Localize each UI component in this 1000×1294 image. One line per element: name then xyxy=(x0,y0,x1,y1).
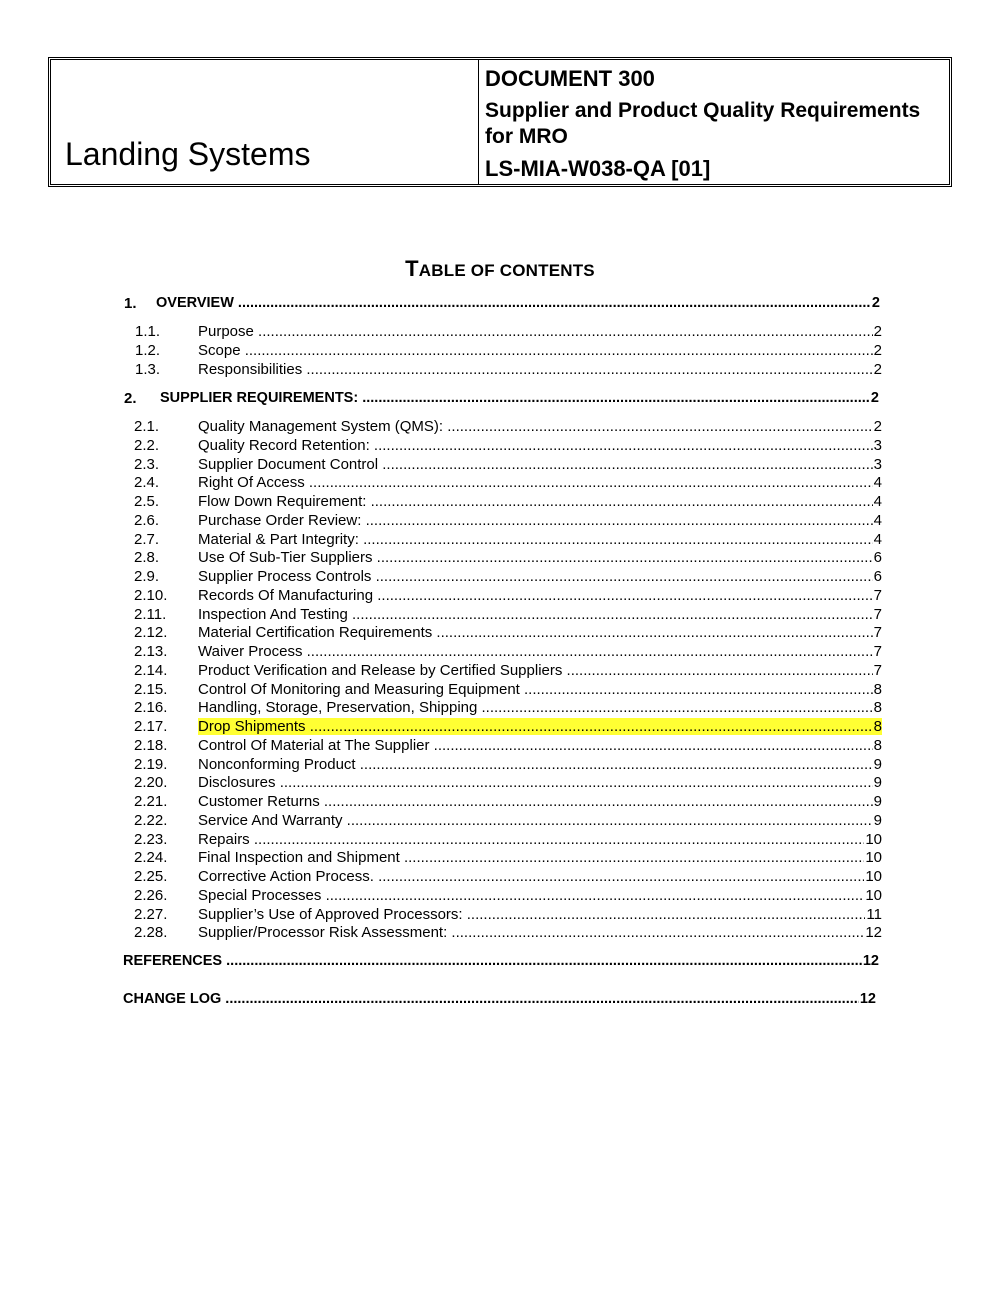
toc-entry-page: 7 xyxy=(873,605,882,623)
toc-entry-page: 4 xyxy=(873,493,882,510)
toc-entry-page: 3 xyxy=(873,436,882,454)
toc-entry-title: Service And Warranty ..... xyxy=(198,812,873,829)
toc-entry-number: 2.12. xyxy=(134,624,168,642)
toc-entry-title: Supplier/Processor Risk Assessment: ..... xyxy=(198,924,864,941)
toc-entry-number: 2.3. xyxy=(134,455,160,473)
toc-entry-title: Final Inspection and Shipment ..... xyxy=(198,849,864,866)
toc-entry-page: 12 xyxy=(859,991,876,1007)
toc-entry-page: 6 xyxy=(873,568,882,585)
toc-entry-title: Supplier Document Control ..... xyxy=(198,456,873,473)
toc-entry-page: 10 xyxy=(865,849,882,867)
toc-entry-number: 2.25. xyxy=(134,868,168,885)
toc-entry-number: 2.1. xyxy=(134,418,160,435)
toc-entry-title: Control Of Material at The Supplier ..... xyxy=(198,737,873,754)
toc-entry-page: 4 xyxy=(873,530,882,548)
toc-entry-title: Purpose ..... xyxy=(198,323,873,340)
toc-entry[interactable] xyxy=(123,953,879,969)
toc-entry-title: Records Of Manufacturing ..... xyxy=(198,587,873,604)
header-right-cell xyxy=(479,60,949,184)
toc-entry[interactable] xyxy=(198,774,882,791)
toc-entry-page: 11 xyxy=(866,905,882,923)
toc-entry-page: 4 xyxy=(873,511,882,529)
toc-entry-number: 2.19. xyxy=(134,755,168,773)
toc-entry-page: 7 xyxy=(873,661,882,679)
toc-entry-number: 2.26. xyxy=(134,886,168,904)
toc-entry-number: 2.7. xyxy=(134,530,160,548)
toc-entry-number: 2.2. xyxy=(134,436,160,454)
toc-entry[interactable] xyxy=(123,991,876,1007)
toc-entry[interactable] xyxy=(198,456,882,473)
toc-entry-title: Supplier Process Controls ..... xyxy=(198,568,873,585)
toc-entry[interactable] xyxy=(198,624,882,641)
toc-entry-title: Scope ..... xyxy=(198,342,873,359)
toc-entry-title: Handling, Storage, Preservation, Shipping ..... xyxy=(198,699,873,716)
toc-entry-page: 2 xyxy=(873,360,882,378)
toc-entry-title: Material & Part Integrity: ..... xyxy=(198,531,873,548)
toc-heading-initial: T xyxy=(405,256,419,281)
toc-entry-number: 2.15. xyxy=(134,680,168,698)
toc-entry-number: 2.13. xyxy=(134,643,168,660)
toc-entry[interactable] xyxy=(198,737,882,754)
toc-entry-title: Product Verification and Release by Certified Suppliers ..... xyxy=(198,662,873,679)
toc-entry-page: 2 xyxy=(873,418,882,435)
document-code: LS-MIA-W038-QA [01] xyxy=(485,156,711,181)
toc-entry[interactable] xyxy=(198,718,882,735)
toc-entry-number: 2.8. xyxy=(134,549,160,567)
toc-entry-page: 9 xyxy=(873,774,882,792)
toc-entry-page: 9 xyxy=(873,755,882,773)
toc-entry-page: 9 xyxy=(873,811,882,829)
toc-entry-title: Flow Down Requirement: ..... xyxy=(198,493,873,510)
toc-entry-number: 2.20. xyxy=(134,774,168,792)
toc-entry[interactable] xyxy=(198,342,882,359)
toc-entry-page: 8 xyxy=(873,680,882,698)
toc-entry-page: 8 xyxy=(873,718,882,735)
toc-entry-page: 8 xyxy=(873,699,882,717)
toc-entry-number: 2.27. xyxy=(134,905,168,923)
toc-entry-number: 2.6. xyxy=(134,511,160,529)
toc-entry-title: Corrective Action Process. ..... xyxy=(198,868,864,885)
toc-entry[interactable] xyxy=(198,643,882,660)
toc-entry-page: 10 xyxy=(865,830,882,848)
toc-entry-number: 2.4. xyxy=(134,474,160,492)
toc-entry-number: 2.5. xyxy=(134,493,160,510)
toc-entry-number: 1.3. xyxy=(135,360,161,378)
toc-entry-number: 2.28. xyxy=(134,924,168,942)
toc-entry-page: 2 xyxy=(873,323,882,340)
toc-entry-number: 1.2. xyxy=(135,341,161,359)
toc-entry[interactable] xyxy=(198,437,882,454)
toc-entry-number: 2. xyxy=(124,390,137,407)
toc-entry-page: 3 xyxy=(873,455,882,473)
header-left-cell xyxy=(51,60,479,184)
toc-entry[interactable] xyxy=(198,361,882,378)
toc-entry[interactable] xyxy=(198,587,882,604)
toc-entry-title: Use Of Sub-Tier Suppliers ..... xyxy=(198,549,873,566)
toc-entry-number: 2.9. xyxy=(134,568,160,585)
toc-entry-page: 9 xyxy=(873,793,882,810)
company-name: Landing Systems xyxy=(65,136,311,172)
toc-entry-page: 10 xyxy=(865,886,882,904)
toc-entry-title: Waiver Process ..... xyxy=(198,643,873,660)
toc-entry-page: 10 xyxy=(865,868,882,885)
toc-entry-title: Inspection And Testing ..... xyxy=(198,606,873,623)
toc-entry[interactable] xyxy=(198,493,882,510)
toc-entry[interactable] xyxy=(198,323,882,340)
toc-entry[interactable] xyxy=(198,924,882,941)
toc-entry-page: 12 xyxy=(865,924,882,942)
toc-entry-title: Disclosures ..... xyxy=(198,774,873,791)
toc-entry-title: CHANGE LOG ..... xyxy=(123,991,859,1007)
toc-entry[interactable] xyxy=(198,887,882,904)
toc-entry[interactable] xyxy=(156,295,880,311)
toc-entry-title: Customer Returns ..... xyxy=(198,793,873,810)
toc-entry-number: 2.11. xyxy=(134,605,167,623)
toc-entry-number: 2.24. xyxy=(134,849,168,867)
toc-entry[interactable] xyxy=(198,831,882,848)
toc-entry-page: 2 xyxy=(871,295,880,311)
toc-entry[interactable] xyxy=(160,390,879,406)
toc-entry[interactable] xyxy=(198,812,882,829)
toc-entry[interactable] xyxy=(198,549,882,566)
toc-entry-title: SUPPLIER REQUIREMENTS: ..... xyxy=(160,390,870,406)
toc-entry[interactable] xyxy=(198,849,882,866)
toc-entry-number: 1.1. xyxy=(135,323,161,340)
document-title: Supplier and Product Quality Requirements for MRO xyxy=(485,99,921,148)
toc-entry-title: Repairs ..... xyxy=(198,831,864,848)
toc-entry[interactable] xyxy=(198,418,882,435)
toc-entry-number: 2.17. xyxy=(134,718,168,735)
toc-entry-number: 2.16. xyxy=(134,699,168,717)
toc-entry-page: 8 xyxy=(873,736,882,754)
toc-entry-page: 2 xyxy=(870,390,879,406)
toc-entry-title: REFERENCES ..... xyxy=(123,953,862,969)
toc-entry-title: Material Certification Requirements ..... xyxy=(198,624,873,641)
document-number: DOCUMENT 300 xyxy=(485,66,655,91)
toc-entry-title: Supplier’s Use of Approved Processors: ..... xyxy=(198,906,865,923)
toc-heading-rest: ABLE OF CONTENTS xyxy=(418,261,595,280)
toc-entry[interactable] xyxy=(198,531,882,548)
toc-entry[interactable] xyxy=(198,512,882,529)
toc-entry-title: Special Processes ..... xyxy=(198,887,864,904)
toc-entry-number: 2.23. xyxy=(134,830,168,848)
toc-entry-title: Quality Record Retention: ..... xyxy=(198,437,873,454)
toc-entry[interactable] xyxy=(198,662,882,679)
toc-entry-title: Drop Shipments ..... xyxy=(198,718,873,735)
toc-heading xyxy=(0,256,1000,282)
toc-entry[interactable] xyxy=(198,681,882,698)
toc-entry-number: 2.10. xyxy=(134,586,168,604)
toc-entry[interactable] xyxy=(198,699,882,716)
toc-entry-page: 12 xyxy=(862,953,879,969)
toc-entry[interactable] xyxy=(198,606,882,623)
toc-entry[interactable] xyxy=(198,868,882,885)
toc-entry-title: Responsibilities ..... xyxy=(198,361,873,378)
toc-entry-number: 2.21. xyxy=(134,793,168,810)
toc-entry-number: 2.22. xyxy=(134,811,168,829)
toc-entry-page: 7 xyxy=(873,586,882,604)
toc-entry-page: 7 xyxy=(873,624,882,642)
toc-entry-title: Control Of Monitoring and Measuring Equipment ..... xyxy=(198,681,873,698)
toc-entry[interactable] xyxy=(198,906,882,923)
toc-entry-number: 1. xyxy=(124,295,137,312)
toc-entry[interactable] xyxy=(198,793,882,810)
toc-entry-number: 2.14. xyxy=(134,661,168,679)
toc-entry-page: 6 xyxy=(873,549,882,567)
toc-entry-title: Nonconforming Product ..... xyxy=(198,756,873,773)
toc-entry-number: 2.18. xyxy=(134,736,168,754)
toc-entry-page: 4 xyxy=(873,474,882,492)
toc-entry-page: 2 xyxy=(873,341,882,359)
toc-entry-title: Quality Management System (QMS): ..... xyxy=(198,418,873,435)
toc-entry-title: OVERVIEW ..... xyxy=(156,295,871,311)
toc-entry-page: 7 xyxy=(873,643,882,660)
toc-entry-title: Right Of Access ..... xyxy=(198,474,873,491)
document-header xyxy=(48,57,952,187)
toc-entry[interactable] xyxy=(198,568,882,585)
toc-entry[interactable] xyxy=(198,474,882,491)
toc-entry-title: Purchase Order Review: ..... xyxy=(198,512,873,529)
toc-entry[interactable] xyxy=(198,756,882,773)
